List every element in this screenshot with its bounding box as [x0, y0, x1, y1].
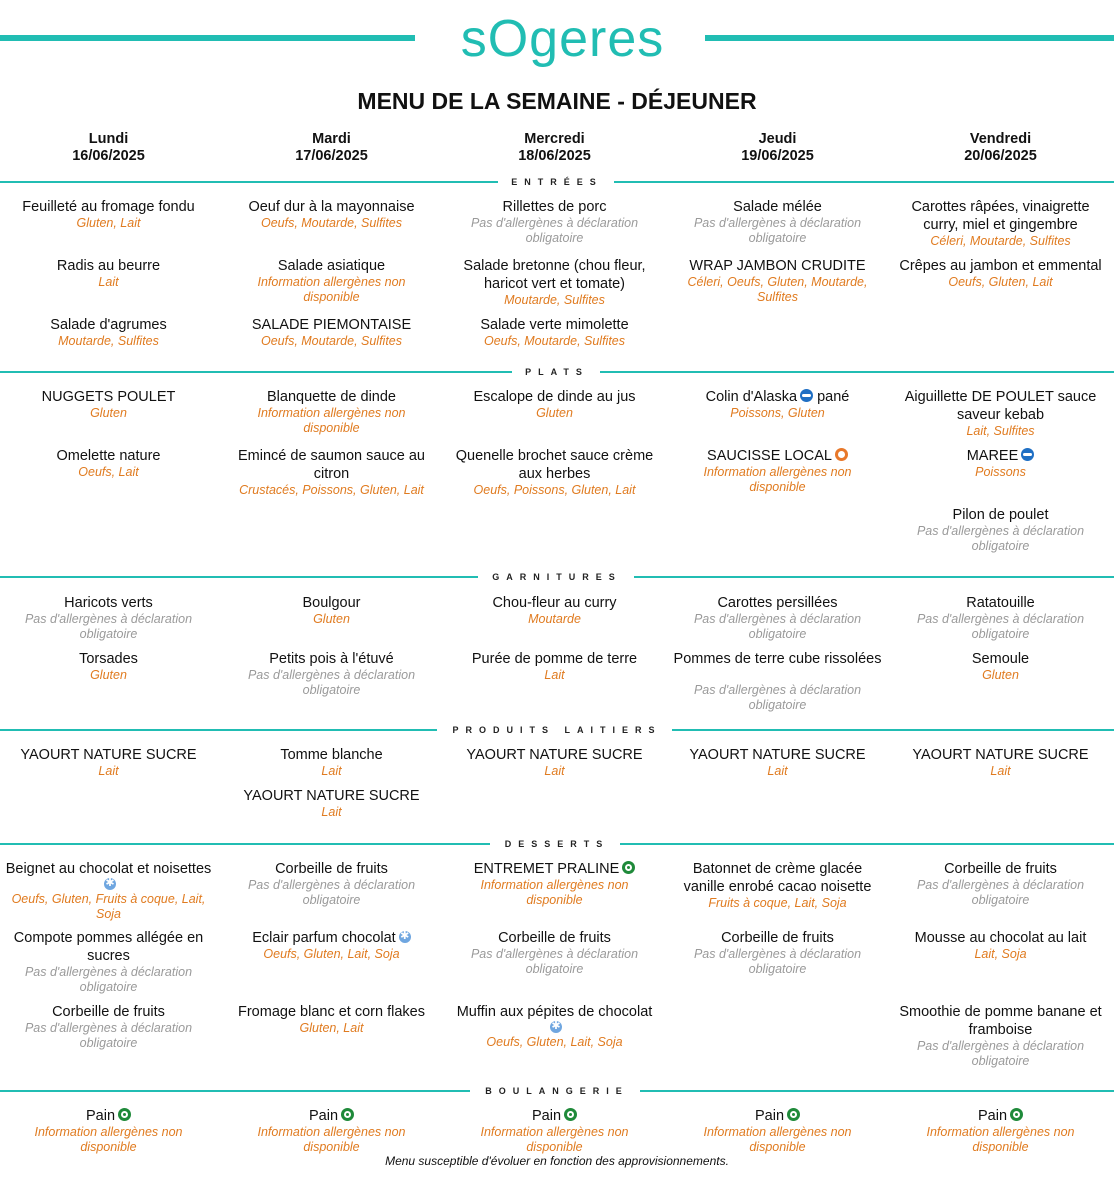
menu-item: [443, 650, 666, 683]
allergen-info: Gluten: [982, 668, 1019, 682]
dish-name: Salade verte mimolette: [480, 317, 629, 333]
allergen-info: Oeufs, Moutarde, Sulfites: [260, 334, 403, 348]
dish-name: [220, 1107, 443, 1125]
dish-name: Chou-fleur au curry: [492, 595, 617, 611]
allergen-info: Pas d'allergènes à déclaration obligatoire: [916, 878, 1085, 907]
menu-item: [0, 650, 220, 683]
allergen-info: Oeufs, Moutarde, Sulfites: [260, 216, 403, 230]
dish-name: Mousse au chocolat au lait: [914, 930, 1087, 946]
section-separator-laitiers: [0, 723, 1114, 737]
dish-name-part: pané: [817, 389, 850, 405]
menu-item: [0, 1107, 220, 1155]
allergen-info: Lait: [544, 668, 565, 682]
menu-item: [443, 447, 666, 498]
dish-name: [666, 447, 889, 465]
menu-item: [0, 594, 220, 642]
dish-name: Salade asiatique: [277, 258, 386, 274]
dish-name: Pilon de poulet: [952, 507, 1049, 523]
allergen-info: Lait: [98, 764, 119, 778]
dish-name-text: MAREE: [966, 448, 1019, 464]
menu-item: [443, 860, 666, 908]
frozen-icon: [104, 878, 116, 890]
dish-name-part: Colin d'Alaska: [705, 389, 798, 405]
eco-icon: [564, 1108, 577, 1121]
allergen-info: Lait, Soja: [974, 947, 1027, 961]
allergen-info: Crustacés, Poissons, Gluten, Lait: [239, 483, 424, 497]
dish-name: Torsades: [79, 651, 138, 667]
allergen-info: Pas d'allergènes à déclaration obligatoire: [470, 216, 639, 245]
menu-item: [443, 1107, 666, 1155]
dish-name: Escalope de dinde au jus: [473, 389, 636, 405]
menu-item: [0, 257, 220, 290]
dish-name-text: SAUCISSE LOCAL: [707, 448, 832, 464]
header: [0, 0, 1114, 80]
menu-item: [889, 929, 1112, 962]
allergen-info: Oeufs, Poissons, Gluten, Lait: [473, 483, 636, 497]
allergen-info: Oeufs, Gluten, Lait: [948, 275, 1053, 289]
allergen-info: Oeufs, Gluten, Lait, Soja: [486, 1035, 623, 1049]
menu-item: [666, 650, 889, 713]
dish-name: Salade bretonne (chou fleur, haricot vert et tomate): [463, 258, 646, 292]
section-label: GARNITURES: [492, 572, 622, 582]
allergen-info: Pas d'allergènes à déclaration obligatoire: [693, 216, 862, 245]
dish-name: YAOURT NATURE SUCRE: [20, 747, 197, 763]
allergen-info: Pas d'allergènes à déclaration obligatoire: [24, 612, 193, 641]
dish-name: Boulgour: [302, 595, 361, 611]
dish-name: Pommes de terre cube rissolées: [673, 651, 882, 667]
allergen-info: Gluten: [90, 406, 127, 420]
menu-item: [889, 198, 1112, 249]
menu-item: [889, 746, 1112, 779]
dish-name: Oeuf dur à la mayonnaise: [248, 199, 415, 215]
allergen-info: Oeufs, Gluten, Fruits à coque, Lait, Soja: [11, 892, 206, 921]
allergen-info: Moutarde, Sulfites: [504, 293, 605, 307]
dish-name: Feuilleté au fromage fondu: [22, 199, 195, 215]
dish-name: WRAP JAMBON CRUDITE: [689, 258, 866, 274]
eco-icon: [341, 1108, 354, 1121]
dish-name: Emincé de saumon sauce au citron: [238, 448, 425, 482]
menu-item: [220, 316, 443, 349]
header-line-right: [705, 35, 1114, 41]
day-date: 16/06/2025: [72, 148, 145, 164]
menu-item: [443, 929, 666, 977]
section-separator-entrees: [0, 175, 1114, 189]
header-line-left: [0, 35, 415, 41]
allergen-info: Information allergènes non disponible: [480, 878, 629, 907]
dish-name: [666, 1107, 889, 1125]
badge-line: [443, 1021, 666, 1035]
dish-name: Corbeille de fruits: [944, 861, 1057, 877]
dish-name: Haricots verts: [64, 595, 153, 611]
menu-item: [220, 860, 443, 908]
dish-name: Blanquette de dinde: [267, 389, 396, 405]
menu-item: [443, 198, 666, 246]
menu-item: [443, 316, 666, 349]
dish-name: Aiguillette DE POULET sauce saveur kebab: [904, 389, 1097, 423]
menu-item: [443, 746, 666, 779]
menu-item: [220, 257, 443, 305]
allergen-info: Oeufs, Gluten, Lait, Soja: [263, 947, 400, 961]
menu-item: [0, 388, 220, 421]
dish-name: [443, 1107, 666, 1125]
page-title: MENU DE LA SEMAINE - DÉJEUNER: [357, 88, 757, 114]
allergen-info: Information allergènes non disponible: [257, 1125, 406, 1154]
allergen-info: Information allergènes non disponible: [926, 1125, 1075, 1154]
menu-item: [889, 447, 1112, 480]
msc-icon: [800, 389, 813, 402]
allergen-info: Lait: [321, 805, 342, 819]
dish-name: Corbeille de fruits: [275, 861, 388, 877]
menu-item: [220, 447, 443, 498]
menu-item: [220, 594, 443, 627]
dish-name: Crêpes au jambon et emmental: [899, 258, 1102, 274]
menu-item: [666, 257, 889, 305]
allergen-info: Gluten: [313, 612, 350, 626]
dish-name: [889, 1107, 1112, 1125]
dish-name: Omelette nature: [56, 448, 161, 464]
dish-name: Salade d'agrumes: [50, 317, 167, 333]
dish-name: Smoothie de pomme banane et framboise: [899, 1004, 1102, 1038]
menu-item: [220, 787, 443, 820]
allergen-info: Poissons: [975, 465, 1026, 479]
day-date: 20/06/2025: [964, 148, 1037, 164]
menu-item: [0, 316, 220, 349]
allergen-info: Gluten: [536, 406, 573, 420]
allergen-info: Pas d'allergènes à déclaration obligatoire: [916, 524, 1085, 553]
dish-name: YAOURT NATURE SUCRE: [689, 747, 866, 763]
dish-name: YAOURT NATURE SUCRE: [912, 747, 1089, 763]
menu-item: [666, 198, 889, 246]
dish-name-text: Eclair parfum chocolat: [252, 930, 396, 946]
footer-note: Menu susceptible d'évoluer en fonction des approvisionnements.: [385, 1154, 729, 1168]
menu-item: [889, 1003, 1112, 1069]
dish-name: [889, 447, 1112, 465]
dish-name: Corbeille de fruits: [52, 1004, 165, 1020]
msc-icon: [1021, 448, 1034, 461]
local-icon: [835, 448, 848, 461]
allergen-info: Pas d'allergènes à déclaration obligatoire: [916, 612, 1085, 641]
menu-item: [666, 388, 889, 421]
dish-name: Fromage blanc et corn flakes: [238, 1004, 425, 1020]
dish-name: Semoule: [971, 651, 1030, 667]
dish-name: [443, 860, 666, 878]
menu-item: [889, 257, 1112, 290]
spacer: [666, 668, 889, 683]
section-label: PRODUITS LAITIERS: [452, 725, 662, 735]
menu-item: [220, 929, 443, 962]
dish-name: [666, 388, 889, 406]
day-date: 19/06/2025: [741, 148, 814, 164]
dish-name: Corbeille de fruits: [721, 930, 834, 946]
menu-item: [889, 860, 1112, 908]
dish-name: [220, 929, 443, 947]
menu-item: [0, 1003, 220, 1051]
allergen-info: Lait: [767, 764, 788, 778]
menu-item: [443, 388, 666, 421]
menu-item: [889, 1107, 1112, 1155]
menu-item: [889, 594, 1112, 642]
allergen-info: Pas d'allergènes à déclaration obligatoire: [916, 1039, 1085, 1068]
day-header-mon: [0, 131, 220, 165]
section-label: BOULANGERIE: [485, 1086, 629, 1096]
eco-icon: [1010, 1108, 1023, 1121]
allergen-info: Lait: [321, 764, 342, 778]
dish-name: Batonnet de crème glacée vanille enrobé cacao noisette: [683, 861, 872, 895]
day-date: 17/06/2025: [295, 148, 368, 164]
eco-icon: [622, 861, 635, 874]
allergen-info: Céleri, Oeufs, Gluten, Moutarde, Sulfites: [687, 275, 868, 304]
frozen-icon: [399, 931, 411, 943]
dish-name: NUGGETS POULET: [41, 389, 176, 405]
menu-item: [443, 594, 666, 627]
allergen-info: Pas d'allergènes à déclaration obligatoire: [24, 1021, 193, 1050]
allergen-info: Oeufs, Moutarde, Sulfites: [483, 334, 626, 348]
dish-name: Tomme blanche: [280, 747, 383, 763]
allergen-info: Moutarde, Sulfites: [58, 334, 159, 348]
allergen-info: Information allergènes non disponible: [703, 1125, 852, 1154]
allergen-info: Céleri, Moutarde, Sulfites: [930, 234, 1071, 248]
menu-item: [0, 929, 220, 995]
days-header: [0, 131, 1114, 171]
dish-name: Carottes persillées: [717, 595, 838, 611]
day-name: Jeudi: [758, 131, 797, 147]
allergen-info: Poissons, Gluten: [730, 406, 825, 420]
section-label: DESSERTS: [504, 839, 610, 849]
day-name: Vendredi: [969, 131, 1032, 147]
dish-name: Salade mélée: [733, 199, 822, 215]
day-name: Mardi: [312, 131, 351, 147]
day-header-fri: [889, 131, 1112, 165]
menu-item: [220, 388, 443, 436]
menu-item: [666, 746, 889, 779]
dish-name: Radis au beurre: [56, 258, 161, 274]
dish-name-text: Pain: [308, 1108, 339, 1124]
allergen-info: Pas d'allergènes à déclaration obligatoire: [247, 878, 416, 907]
allergen-info: Gluten, Lait: [299, 1021, 364, 1035]
dish-name: Beignet au chocolat et noisettes: [5, 861, 212, 877]
menu-item: [443, 1003, 666, 1050]
menu-item: [666, 1107, 889, 1155]
frozen-icon: [550, 1021, 562, 1033]
dish-name: Compote pommes allégée en sucres: [13, 930, 204, 964]
dish-name: Purée de pomme de terre: [471, 651, 638, 667]
allergen-info: Lait: [990, 764, 1011, 778]
menu-item: [0, 198, 220, 231]
allergen-info: Lait, Sulfites: [966, 424, 1035, 438]
dish-name: Muffin aux pépites de chocolat: [456, 1004, 653, 1020]
day-name: Mercredi: [524, 131, 585, 147]
day-name: Lundi: [88, 131, 129, 147]
allergen-info: Pas d'allergènes à déclaration obligatoire: [693, 683, 862, 712]
day-header-tue: [220, 131, 443, 165]
day-header-thu: [666, 131, 889, 165]
allergen-info: Gluten, Lait: [76, 216, 141, 230]
dish-name-text: Pain: [85, 1108, 116, 1124]
allergen-info: Information allergènes non disponible: [257, 406, 406, 435]
section-label: ENTRÉES: [511, 177, 603, 187]
allergen-info: Information allergènes non disponible: [257, 275, 406, 304]
eco-icon: [118, 1108, 131, 1121]
dish-name-text: ENTREMET PRALINE: [473, 861, 620, 877]
allergen-info: Information allergènes non disponible: [34, 1125, 183, 1154]
dish-name: Quenelle brochet sauce crème aux herbes: [455, 448, 654, 482]
allergen-info: Information allergènes non disponible: [480, 1125, 629, 1154]
dish-name: Corbeille de fruits: [498, 930, 611, 946]
eco-icon: [787, 1108, 800, 1121]
menu-item: [0, 746, 220, 779]
section-separator-plats: [0, 365, 1114, 379]
menu-item: [220, 650, 443, 698]
dish-name-text: Pain: [754, 1108, 785, 1124]
dish-name-text: Pain: [977, 1108, 1008, 1124]
brand-logo: sOgeres: [460, 10, 665, 68]
allergen-info: Lait: [98, 275, 119, 289]
badge-line: [0, 878, 220, 892]
allergen-info: Pas d'allergènes à déclaration obligatoire: [693, 612, 862, 641]
allergen-info: Information allergènes non disponible: [703, 465, 852, 494]
allergen-info: Pas d'allergènes à déclaration obligatoire: [470, 947, 639, 976]
allergen-info: Lait: [544, 764, 565, 778]
dish-name-text: Pain: [531, 1108, 562, 1124]
menu-item: [889, 388, 1112, 439]
allergen-info: Moutarde: [528, 612, 581, 626]
menu-item: [666, 929, 889, 977]
menu-item: [666, 447, 889, 495]
menu-item: [0, 860, 220, 922]
menu-item: [666, 594, 889, 642]
allergen-info: Gluten: [90, 668, 127, 682]
menu-item: [666, 860, 889, 911]
dish-name: Rillettes de porc: [502, 199, 607, 215]
menu-item: [0, 447, 220, 480]
dish-name: YAOURT NATURE SUCRE: [243, 788, 420, 804]
dish-name: Ratatouille: [966, 595, 1035, 611]
day-header-wed: [443, 131, 666, 165]
section-separator-garnitures: [0, 570, 1114, 584]
section-separator-boulangerie: [0, 1084, 1114, 1098]
allergen-info: Oeufs, Lait: [78, 465, 139, 479]
menu-item: [443, 257, 666, 308]
menu-item: [889, 650, 1112, 683]
section-label: PLATS: [525, 367, 589, 377]
menu-item: [220, 198, 443, 231]
dish-name: [0, 1107, 220, 1125]
allergen-info: Pas d'allergènes à déclaration obligatoire: [693, 947, 862, 976]
menu-item: [220, 1107, 443, 1155]
dish-name: YAOURT NATURE SUCRE: [466, 747, 643, 763]
section-separator-desserts: [0, 837, 1114, 851]
allergen-info: Pas d'allergènes à déclaration obligatoire: [247, 668, 416, 697]
dish-name: Petits pois à l'étuvé: [269, 651, 394, 667]
menu-item: [220, 1003, 443, 1036]
dish-name: Carottes râpées, vinaigrette curry, miel et gingembre: [911, 199, 1090, 233]
menu-item: [220, 746, 443, 779]
dish-name: SALADE PIEMONTAISE: [251, 317, 412, 333]
allergen-info: Pas d'allergènes à déclaration obligatoire: [24, 965, 193, 994]
day-date: 18/06/2025: [518, 148, 591, 164]
allergen-info: Fruits à coque, Lait, Soja: [708, 896, 847, 910]
menu-item: [889, 506, 1112, 554]
